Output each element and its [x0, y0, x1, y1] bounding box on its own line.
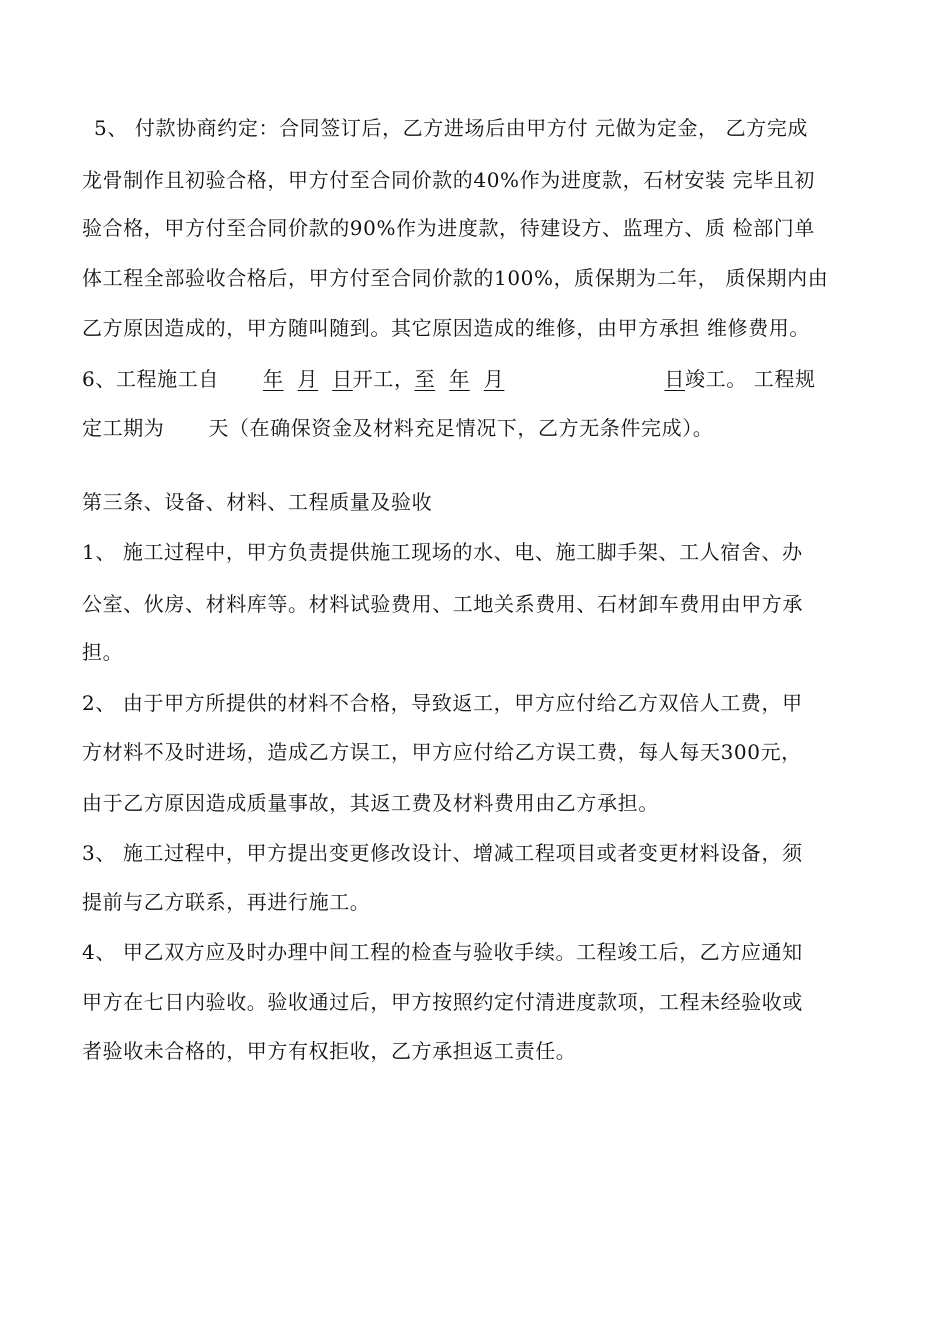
item4-line-2: 甲方在七日内验收。验收通过后，甲方按照约定付清进度款项，工程未经验收或: [82, 990, 803, 1014]
item2-line-3: 由于乙方原因造成质量事故，其返工费及材料费用由乙方承担。: [82, 791, 659, 815]
duration-prefix: 定工期为: [82, 416, 165, 440]
item1-line-1: 1、 施工过程中，甲方负责提供施工现场的水、电、施工脚手架、工人宿舍、办: [82, 540, 803, 564]
item3-line-2: 提前与乙方联系，再进行施工。: [82, 890, 371, 914]
start-year: 年: [262, 367, 284, 391]
start-month: 月: [297, 367, 319, 391]
end-year: 年: [449, 367, 470, 391]
clause6-prefix: 6、工程施工自: [82, 367, 219, 391]
end-suffix: 竣工。 工程规: [685, 367, 816, 391]
item1-line-3: 担。: [82, 640, 124, 664]
clause6-line-2: [82, 414, 713, 442]
item1-line-2: 公室、伙房、材料库等。材料试验费用、工地关系费用、石材卸车费用由甲方承: [82, 592, 803, 616]
end-date-blank: [415, 367, 685, 391]
end-month: 月: [483, 367, 505, 391]
clause5-line-1: 5、 付款协商约定：合同签订后，乙方进场后由甲方付 元做为定金， 乙方完成: [94, 116, 808, 140]
start-date-blank: [263, 367, 353, 391]
clause5-line-3: 验合格，甲方付至合同价款的90%作为进度款，待建设方、监理方、质 检部门单: [82, 216, 816, 240]
clause5-line-2: 龙骨制作且初验合格，甲方付至合同价款的40%作为进度款，石材安装 完毕且初: [82, 168, 816, 192]
section3-heading: 第三条、设备、材料、工程质量及验收: [82, 490, 433, 514]
start-suffix: 开工，: [352, 367, 415, 391]
clause5-line-5: 乙方原因造成的，甲方随叫随到。其它原因造成的维修，由甲方承担 维修费用。: [82, 316, 810, 340]
end-day: 日: [664, 367, 686, 391]
start-day: 日: [332, 367, 353, 391]
end-to: 至: [414, 367, 436, 391]
duration-rest: 天（在确保资金及材料充足情况下，乙方无条件完成）。: [208, 416, 714, 440]
item3-line-1: 3、 施工过程中，甲方提出变更修改设计、增减工程项目或者变更材料设备，须: [82, 841, 803, 865]
item4-line-1: 4、 甲乙双方应及时办理中间工程的检查与验收手续。工程竣工后，乙方应通知: [82, 940, 803, 964]
clause6-line-1: [82, 365, 816, 393]
item4-line-3: 者验收未合格的，甲方有权拒收，乙方承担返工责任。: [82, 1039, 577, 1063]
item2-line-2: 方材料不及时进场，造成乙方误工，甲方应付给乙方误工费，每人每天300元，: [82, 740, 802, 764]
clause5-line-4: 体工程全部验收合格后，甲方付至合同价款的100%，质保期为二年， 质保期内由: [82, 266, 829, 290]
item2-line-1: 2、 由于甲方所提供的材料不合格，导致返工，甲方应付给乙方双倍人工费，甲: [82, 691, 803, 715]
